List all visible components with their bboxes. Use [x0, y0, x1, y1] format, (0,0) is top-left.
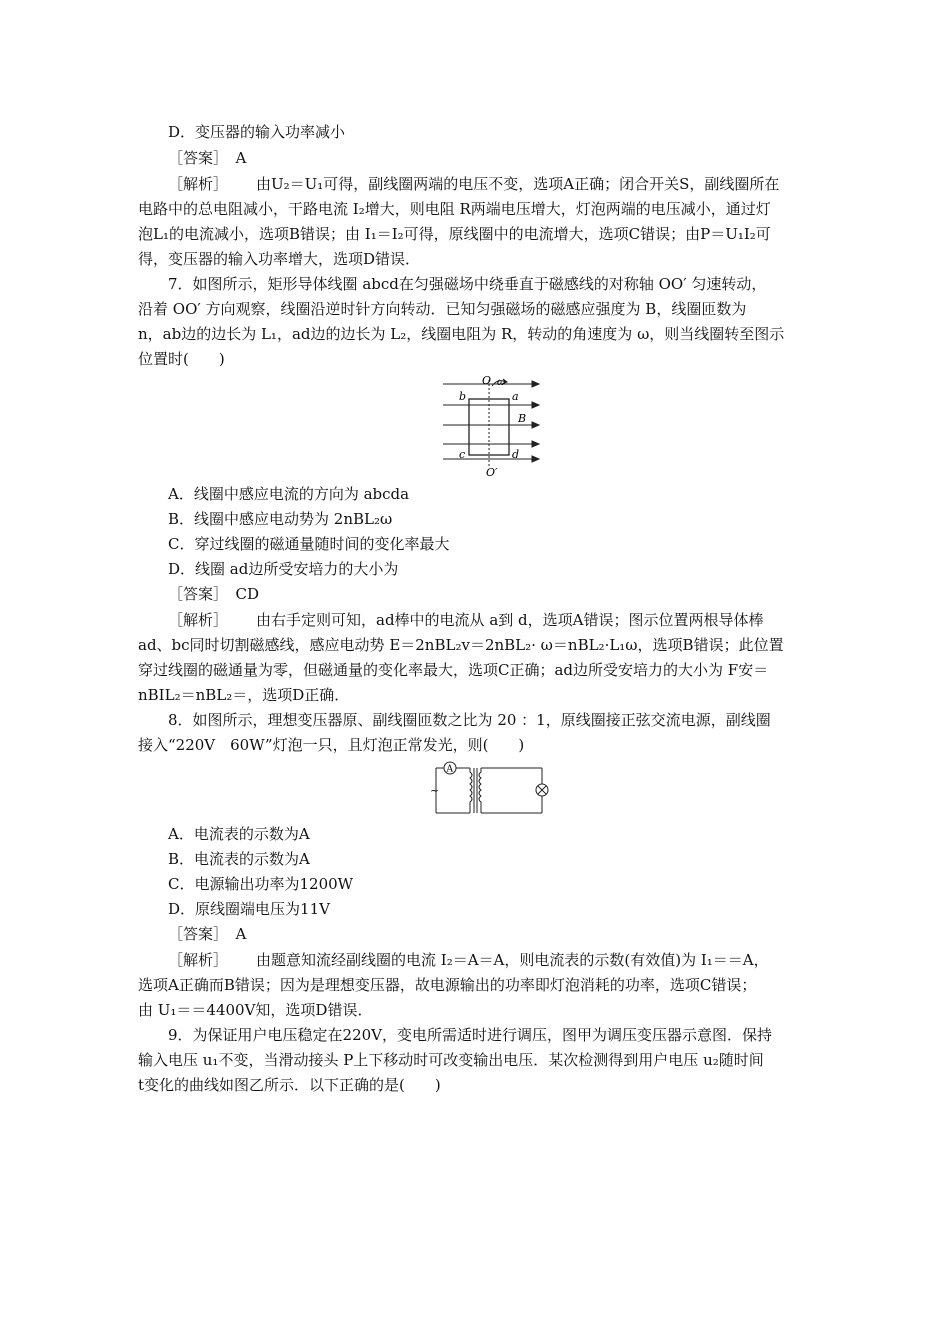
q7-label-d: d	[512, 448, 520, 461]
q8-figure-transformer-circuit	[430, 758, 550, 818]
q9-stem-line-3: t变化的曲线如图乙所示．以下正确的是( )	[138, 1076, 441, 1094]
q7-analysis-line-4: nBIL₂＝nBL₂＝，选项D正确．	[138, 686, 350, 704]
q7-stem-line-2: 沿着 OO′ 方向观察，线圈沿逆时针方向转动．已知匀强磁场的磁感应强度为 B，线圈匝数为	[138, 300, 747, 318]
q7-figure-coil-in-field	[440, 372, 550, 478]
q7-label-b: b	[459, 390, 467, 403]
q8-stem-line-1: 8．如图所示，理想变压器原、副线圈匝数之比为 20 ：1，原线圈接正弦交流电源，副线圈	[168, 711, 771, 729]
q7-stem-line-1: 7．如图所示，矩形导体线圈 abcd在匀强磁场中绕垂直于磁感线的对称轴 OO′ 匀速转动，	[168, 275, 767, 293]
q7-label-a: a	[512, 390, 519, 403]
q8-option-d: D．原线圈端电压为11V	[168, 900, 330, 918]
q6-analysis-line-1: 由U₂＝U₁可得，副线圈两端的电压不变，选项A正确；闭合开关S，副线圈所在	[256, 175, 780, 193]
q8-stem-line-2: 接入“220V 60W”灯泡一只，且灯泡正常发光，则( )	[138, 736, 525, 754]
q7-analysis-line-3: 穿过线圈的磁通量为零，但磁通量的变化率最大，选项C正确；ad边所受安培力的大小为 F安＝	[138, 661, 769, 679]
q7-analysis-line-1: 由右手定则可知，ad棒中的电流从 a到 d，选项A错误；图示位置两根导体棒	[256, 611, 764, 629]
q7-analysis-line-2: ad、bc同时切割磁感线，感应电动势 E＝2nBL₂v＝2nBL₂· ω＝nBL₂·L₁ω，选项B错误；此位置	[138, 636, 784, 654]
q6-analysis-label: ［解析］	[168, 175, 229, 193]
q6-option-d: D．变压器的输入功率减小	[168, 123, 346, 141]
q8-option-a: A．电流表的示数为A	[168, 825, 310, 843]
q7-analysis-label: ［解析］	[168, 611, 229, 629]
q6-analysis-line-2: 电路中的总电阻减小，干路电流 I₂增大，则电阻 R两端电压增大，灯泡两端的电压减小，通过灯	[138, 200, 771, 218]
q8-analysis-label: ［解析］	[168, 951, 229, 969]
q8-analysis-line-2: 选项A正确而B错误；因为是理想变压器，故电源输出的功率即灯泡消耗的功率，选项C错误；	[138, 976, 757, 994]
q7-label-o: O	[482, 374, 492, 387]
q7-option-a: A．线圈中感应电流的方向为 abcda	[168, 485, 410, 503]
q7-stem-line-4: 位置时( )	[138, 350, 225, 368]
q8-ammeter-symbol: A	[446, 764, 453, 775]
q7-option-b: B．线圈中感应电动势为 2nBL₂ω	[168, 510, 393, 528]
q6-analysis-line-4: 得，变压器的输入功率增大，选项D错误．	[138, 250, 421, 268]
q7-option-d: D．线圈 ad边所受安培力的大小为	[168, 560, 399, 578]
q7-option-c: C．穿过线圈的磁通量随时间的变化率最大	[168, 535, 450, 553]
q7-label-field-b: B	[518, 412, 527, 425]
q8-option-b: B．电流表的示数为A	[168, 850, 310, 868]
q9-stem-line-2: 输入电压 u₁不变，当滑动接头 P上下移动时可改变输出电压．某次检测得到用户电压 u₂随时间	[138, 1051, 764, 1069]
q8-option-c: C．电源输出功率为1200W	[168, 875, 354, 893]
q7-answer: ［答案］ CD	[168, 585, 260, 603]
q8-answer: ［答案］ A	[168, 925, 247, 943]
q7-label-c: c	[459, 448, 466, 461]
q8-ac-source-symbol: ~	[430, 784, 440, 797]
q9-stem-line-1: 9．为保证用户电压稳定在220V，变电所需适时进行调压，图甲为调压变压器示意图．保持	[168, 1026, 773, 1044]
q7-label-omega: ω	[497, 377, 506, 388]
q6-answer: ［答案］ A	[168, 149, 247, 167]
q7-stem-line-3: n，ab边的边长为 L₁，ad边的边长为 L₂，线圈电阻为 R，转动的角速度为 ω，则当线圈转至图示	[138, 325, 785, 343]
q8-analysis-line-1: 由题意知流经副线圈的电流 I₂＝A＝A，则电流表的示数(有效值)为 I₁＝＝A，	[256, 951, 769, 969]
q7-label-o-prime: O′	[486, 466, 498, 478]
q6-analysis-line-3: 泡L₁的电流减小，选项B错误；由 I₁＝I₂可得，原线圈中的电流增大，选项C错误；由P＝U₁I₂可	[138, 225, 771, 243]
q8-analysis-line-3: 由 U₁＝＝4400V知，选项D错误．	[138, 1001, 373, 1019]
